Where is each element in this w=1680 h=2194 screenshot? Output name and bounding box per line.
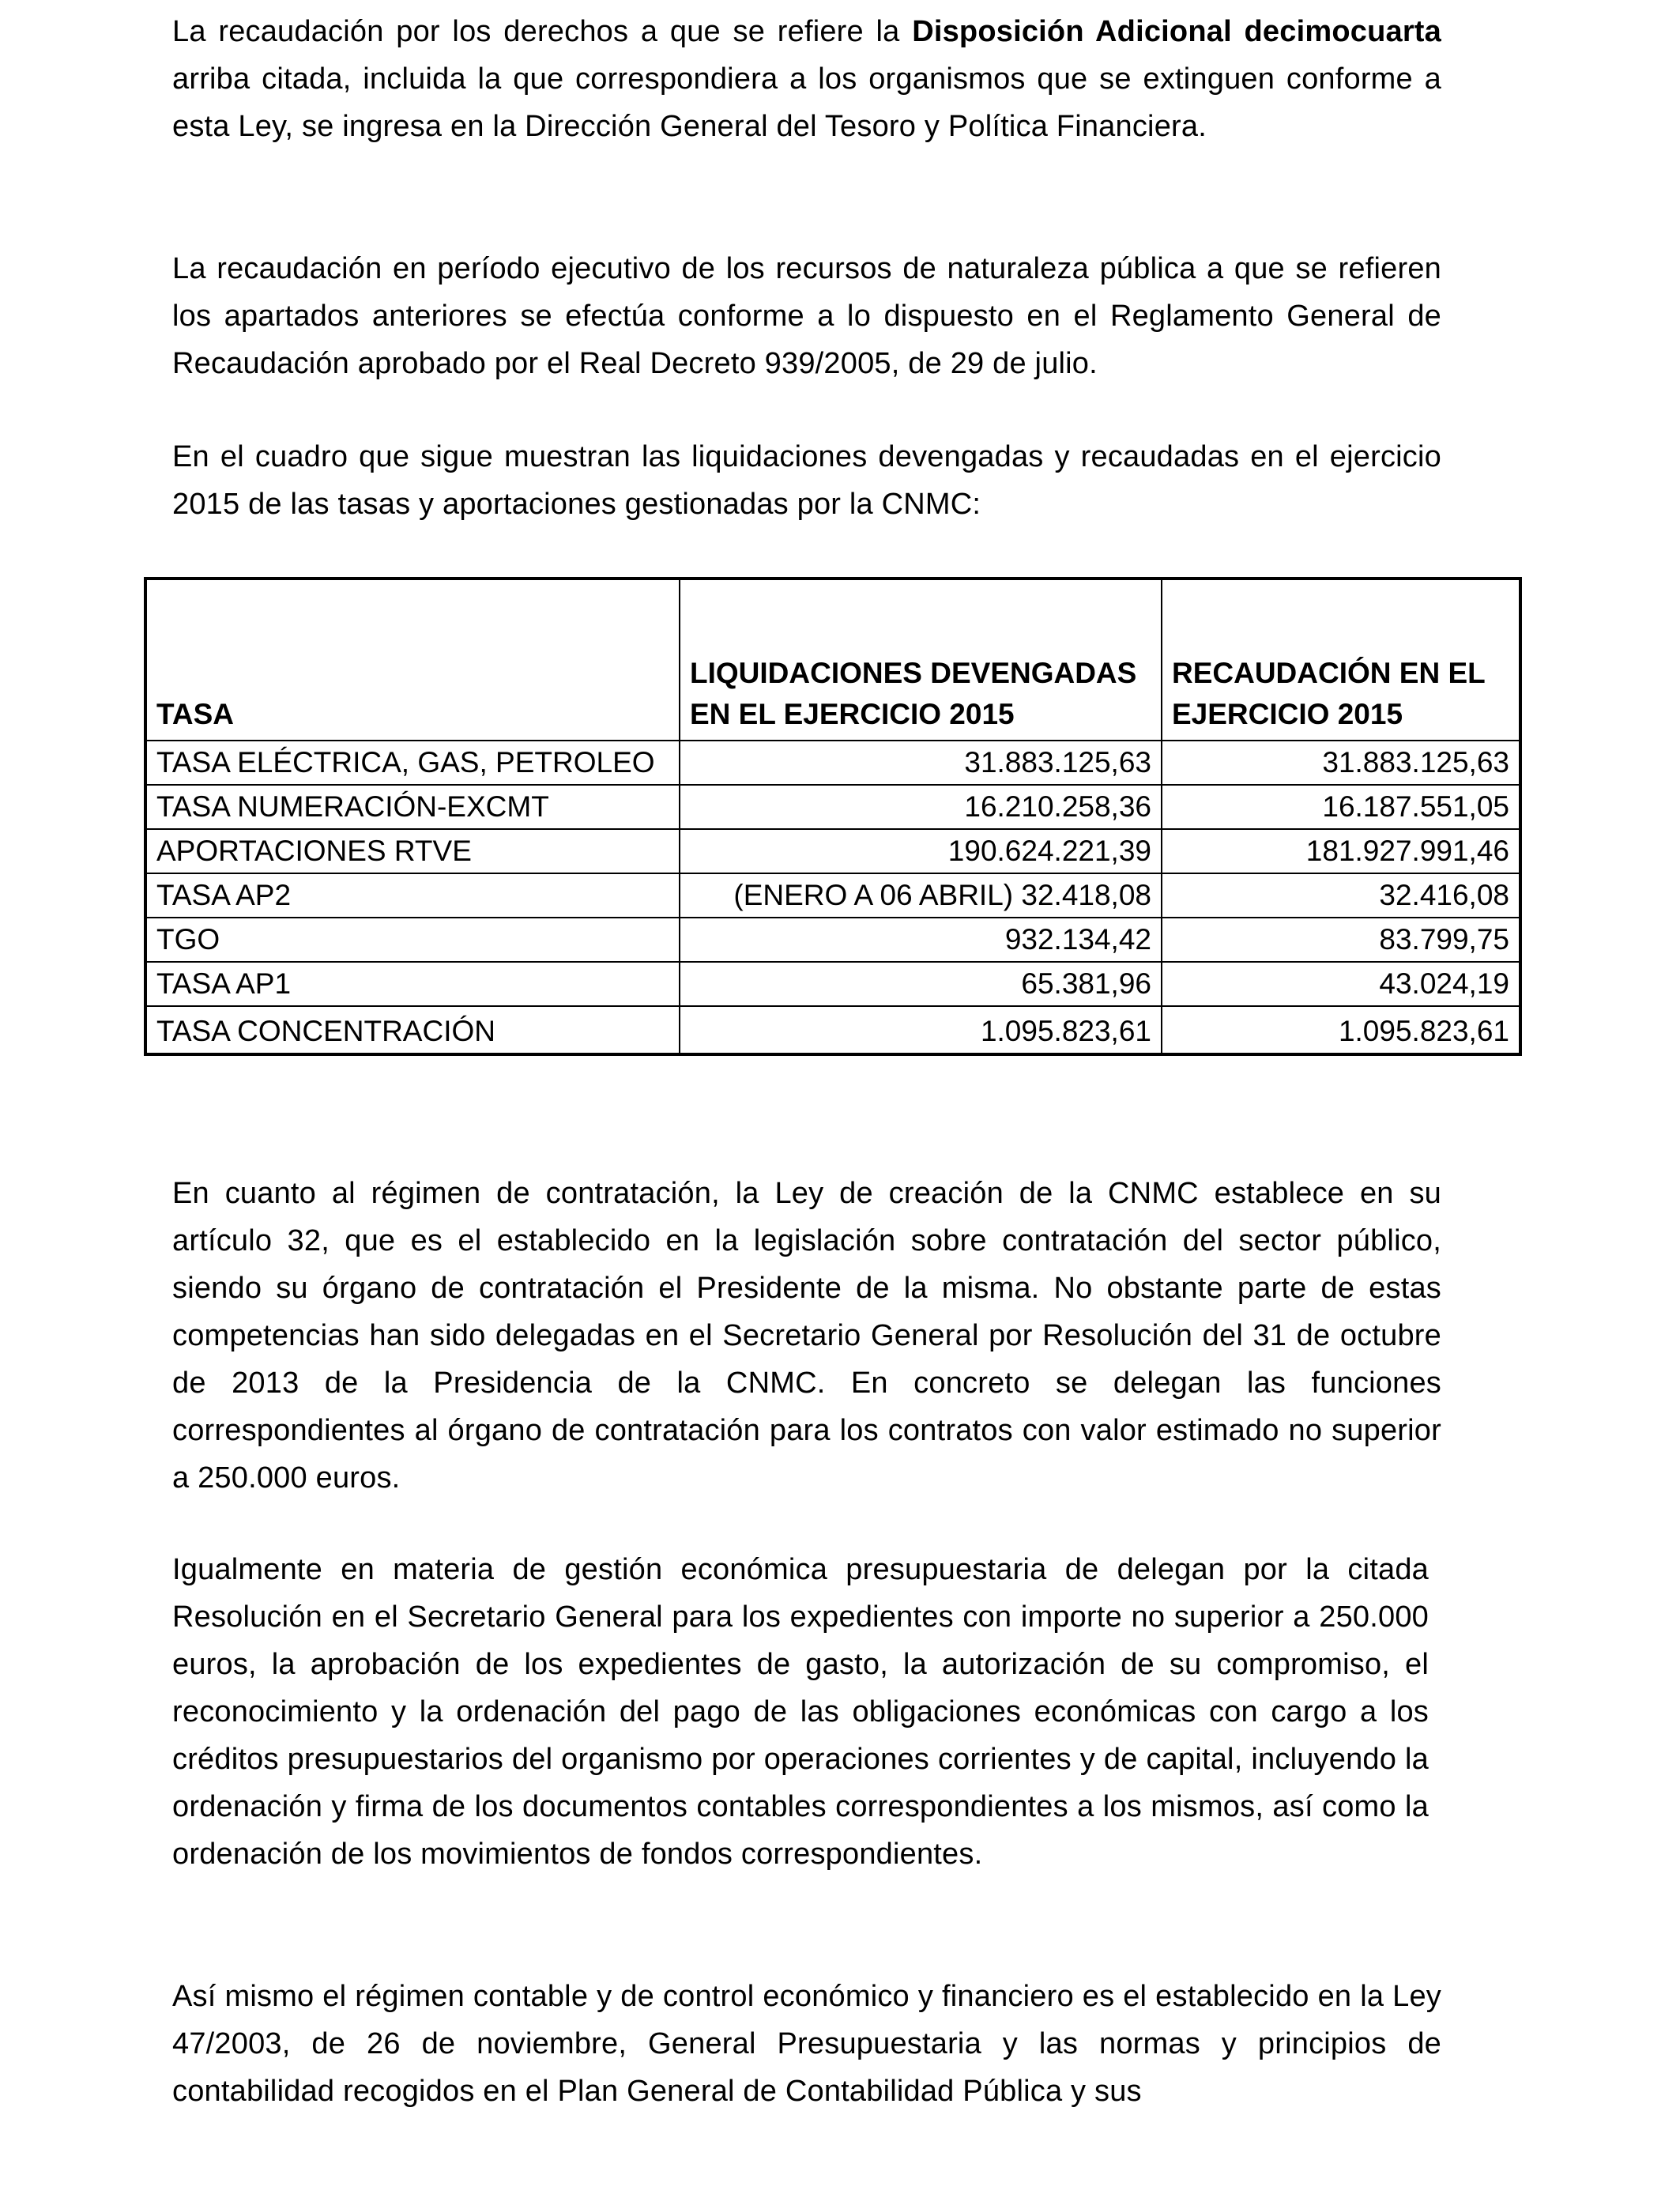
cell-recaudacion: 31.883.125,63 xyxy=(1162,741,1520,785)
cell-liquidaciones: 190.624.221,39 xyxy=(680,829,1162,873)
paragraph-recaudacion-derechos xyxy=(172,8,1441,150)
paragraph-recaudacion-periodo-ejecutivo: La recaudación en período ejecutivo de los recursos de naturaleza pública a que se refieren los apartados anteriores se efectúa conforme a lo dispuesto en el Reglamento General de Recaudación aprobado por el Real Decreto 939/2005, de 29 de julio. xyxy=(172,252,1441,380)
cell-recaudacion: 1.095.823,61 xyxy=(1162,1006,1520,1054)
cell-liquidaciones: 932.134,42 xyxy=(680,918,1162,962)
table-header-row xyxy=(145,579,1520,741)
header-liquidaciones: LIQUIDACIONES DEVENGADAS EN EL EJERCICIO 2015 xyxy=(680,579,1162,741)
table-row xyxy=(145,1006,1520,1054)
table-row xyxy=(145,918,1520,962)
table-row xyxy=(145,741,1520,785)
cell-liquidaciones: 1.095.823,61 xyxy=(680,1006,1162,1054)
bold-reference: Disposición Adicional decimocuarta xyxy=(912,15,1441,48)
header-tasa: TASA xyxy=(145,579,680,741)
table-row xyxy=(145,785,1520,829)
cell-recaudacion: 83.799,75 xyxy=(1162,918,1520,962)
cell-recaudacion: 43.024,19 xyxy=(1162,962,1520,1006)
cell-recaudacion: 181.927.991,46 xyxy=(1162,829,1520,873)
cell-liquidaciones: 16.210.258,36 xyxy=(680,785,1162,829)
paragraph-text: arriba citada, incluida la que correspondiera a los organismos que se extinguen conforme a esta Ley, se ingresa en la Dirección General del Tesoro y Política Financiera. xyxy=(172,62,1441,143)
cell-tasa: TGO xyxy=(145,918,680,962)
cell-tasa: TASA ELÉCTRICA, GAS, PETROLEO xyxy=(145,741,680,785)
cell-tasa: TASA AP2 xyxy=(145,873,680,918)
cell-recaudacion: 16.187.551,05 xyxy=(1162,785,1520,829)
cell-tasa: TASA AP1 xyxy=(145,962,680,1006)
paragraph-regimen-contable: Así mismo el régimen contable y de control económico y financiero es el establecido en la Ley 47/2003, de 26 de noviembre, General Presupuestaria y las normas y principios de contabilidad recogidos en el Plan General de Contabilidad Pública y sus xyxy=(172,1980,1441,2108)
cell-tasa: TASA NUMERACIÓN-EXCMT xyxy=(145,785,680,829)
cell-liquidaciones: 65.381,96 xyxy=(680,962,1162,1006)
cell-tasa: TASA CONCENTRACIÓN xyxy=(145,1006,680,1054)
paragraph-text: La recaudación por los derechos a que se refiere la xyxy=(172,15,913,48)
table-row xyxy=(145,962,1520,1006)
tasas-table-container xyxy=(144,577,1519,1056)
cell-liquidaciones: 31.883.125,63 xyxy=(680,741,1162,785)
header-recaudacion: RECAUDACIÓN EN EL EJERCICIO 2015 xyxy=(1162,579,1520,741)
tasas-table xyxy=(144,577,1522,1056)
table-row xyxy=(145,829,1520,873)
paragraph-gestion-economica: Igualmente en materia de gestión económica presupuestaria de delegan por la citada Resolución en el Secretario General para los expedientes con importe no superior a 250.000 euros, la aprobación de los expedientes de gasto, la autorización de su compromiso, el reconocimiento y la ordenación del pago de las obligaciones económicas con cargo a los créditos presupuestarios del organismo por operaciones corrientes y de capital, incluyendo la ordenación y firma de los documentos contables correspondientes a los mismos, así como la ordenación de los movimientos de fondos correspondientes. xyxy=(172,1553,1429,1871)
paragraph-regimen-contratacion: En cuanto al régimen de contratación, la Ley de creación de la CNMC establece en su artículo 32, que es el establecido en la legislación sobre contratación del sector público, siendo su órgano de contratación el Presidente de la misma. No obstante parte de estas competencias han sido delegadas en el Secretario General por Resolución del 31 de octubre de 2013 de la Presidencia de la CNMC. En concreto se delegan las funciones correspondientes al órgano de contratación para los contratos con valor estimado no superior a 250.000 euros. xyxy=(172,1177,1441,1495)
paragraph-table-intro: En el cuadro que sigue muestran las liquidaciones devengadas y recaudadas en el ejercicio 2015 de las tasas y aportaciones gestionadas por la CNMC: xyxy=(172,440,1441,521)
cell-recaudacion: 32.416,08 xyxy=(1162,873,1520,918)
cell-tasa: APORTACIONES RTVE xyxy=(145,829,680,873)
table-row xyxy=(145,873,1520,918)
cell-liquidaciones: (ENERO A 06 ABRIL) 32.418,08 xyxy=(680,873,1162,918)
